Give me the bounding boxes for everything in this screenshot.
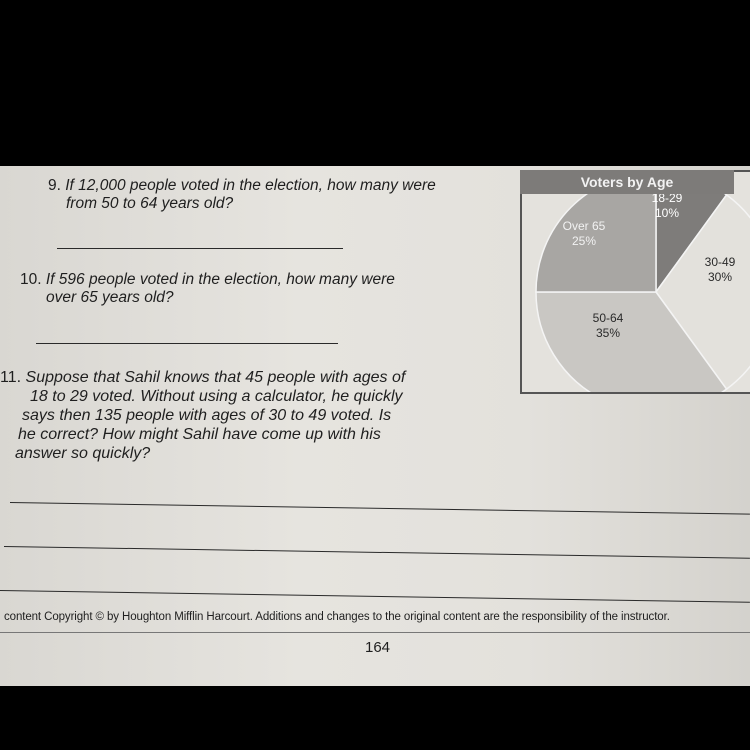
- question-10: [20, 270, 395, 289]
- pie-label-30-49: 30-49: [704, 255, 736, 269]
- pie-label-over-65: Over 65: [562, 219, 606, 233]
- pie-chart-box: [520, 170, 750, 394]
- question-9-text-line2: from 50 to 64 years old?: [66, 195, 234, 212]
- answer-line-11c[interactable]: [0, 590, 750, 603]
- question-11-text-line5: answer so quickly?: [15, 445, 151, 462]
- copyright-text: content Copyright © by Houghton Mifflin Harcourt. Additions and changes to the original content are the responsibility of the instructor.: [4, 611, 670, 623]
- question-9: [48, 176, 436, 195]
- chart-title: Voters by Age: [520, 170, 734, 194]
- pie-value-label-18-29: 10%: [654, 206, 680, 220]
- question-11-text-line3: says then 135 people with ages of 30 to 49 voted. Is: [22, 407, 392, 424]
- question-9-number: 9.: [48, 177, 61, 194]
- question-10-text-line1: If 596 people voted in the election, how many were: [45, 271, 395, 288]
- answer-line-9[interactable]: [57, 248, 343, 249]
- question-11: [0, 368, 405, 387]
- pie-value-label-50-64: 35%: [595, 326, 621, 340]
- question-11-text-line1: Suppose that Sahil knows that 45 people with ages of: [25, 369, 406, 386]
- worksheet-page: [0, 166, 750, 686]
- pie-label-18-29: 18-29: [651, 194, 683, 205]
- question-9-text-line1: If 12,000 people voted in the election, how many were: [65, 177, 436, 194]
- answer-line-11b[interactable]: [4, 546, 750, 559]
- question-10-number: 10.: [20, 271, 42, 288]
- question-11-text-line2: 18 to 29 voted. Without using a calculator, he quickly: [30, 388, 403, 405]
- pie-chart: [522, 194, 750, 392]
- page-number: 164: [365, 639, 391, 656]
- question-10-text-line2: over 65 years old?: [46, 289, 174, 306]
- question-11-number: 11.: [0, 369, 22, 386]
- pie-value-label-over-65: 25%: [571, 234, 597, 248]
- question-11-text-line4: he correct? How might Sahil have come up with his: [18, 426, 381, 443]
- answer-line-11a[interactable]: [10, 502, 750, 515]
- answer-line-10[interactable]: [36, 343, 338, 344]
- pie-value-label-30-49: 30%: [707, 270, 733, 284]
- footer-rule: [0, 632, 750, 633]
- pie-label-50-64: 50-64: [592, 311, 624, 325]
